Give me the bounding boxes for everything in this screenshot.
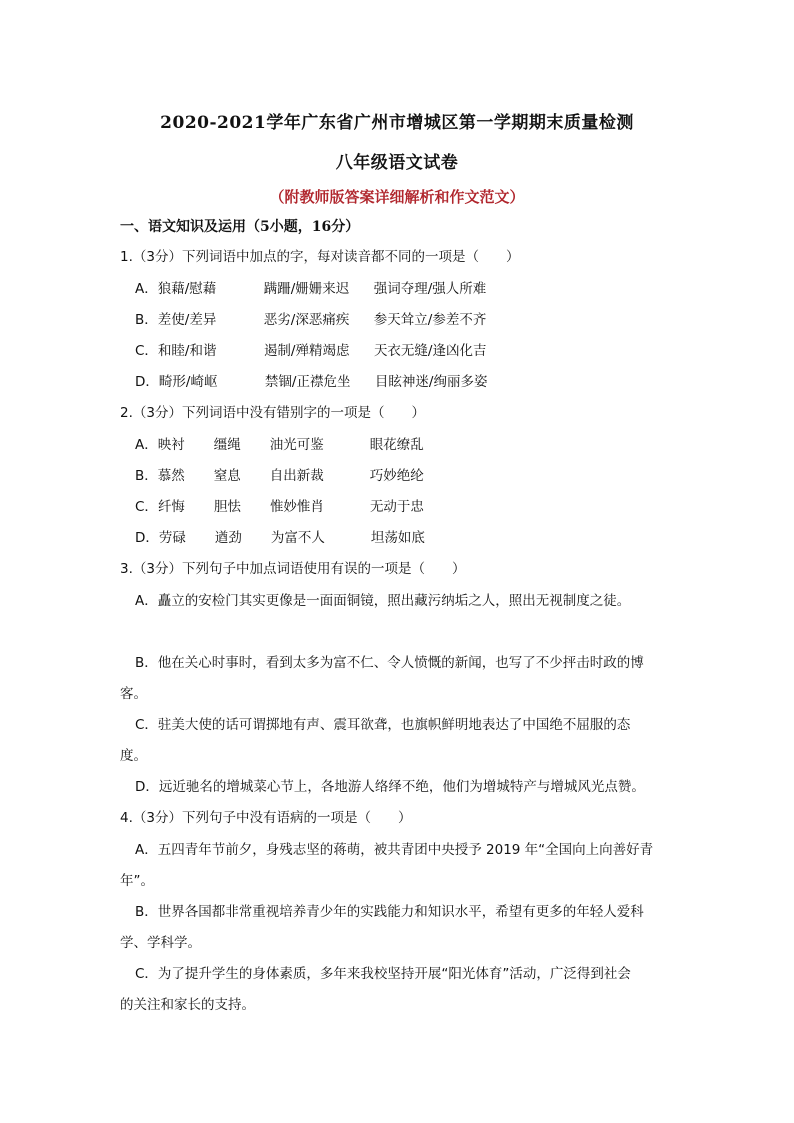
q3-option-c: C．驻美大使的话可谓掷地有声、震耳欲聋，也旗帜鲜明地表达了中国绝不屈服的态 — [135, 717, 631, 733]
q2-option-c — [135, 498, 424, 516]
q3-option-b-cont: 客。 — [120, 686, 147, 702]
option-word: 天衣无缝/逢凶化吉 — [373, 343, 487, 359]
option-word: 巧妙绝纶 — [369, 468, 424, 484]
option-word: 眼花缭乱 — [369, 437, 424, 453]
option-word: 畸形/崎岖 — [158, 374, 218, 390]
q4-option-a-cont: 年”。 — [120, 873, 154, 889]
option-word: 目眩神迷/绚丽多姿 — [374, 374, 488, 390]
option-word: 遒劲 — [214, 530, 242, 546]
q4-option-b-cont: 学、学科学。 — [120, 935, 201, 951]
q2-option-a — [135, 436, 424, 454]
option-word: 狼藉/慰藉 — [157, 281, 217, 297]
option-word: 无动于忠 — [369, 499, 424, 515]
q1-stem: 1.（3分）下列词语中加点的字，每对读音都不同的一项是（ ） — [120, 249, 520, 265]
q3-stem: 3.（3分）下列句子中加点词语使用有误的一项是（ ） — [120, 561, 466, 577]
q4-option-a: A．五四青年节前夕，身残志坚的蒋萌，被共青团中央授予 2019 年“全国向上向善好青 — [135, 842, 654, 858]
option-word: 自出新裁 — [269, 468, 324, 484]
option-label: B． — [135, 468, 158, 484]
option-label: D． — [135, 374, 159, 390]
option-word: 胆怯 — [213, 499, 241, 515]
q1-option-a — [135, 280, 486, 298]
q4-option-c-cont: 的关注和家长的支持。 — [120, 997, 255, 1013]
section-heading: 一、语文知识及运用（5小题，16分） — [120, 219, 360, 235]
option-label: B． — [135, 312, 158, 328]
q3-option-c-cont: 度。 — [120, 748, 147, 764]
q3-option-a: A．矗立的安检门其实更像是一面面铜镜，照出藏污纳垢之人，照出无视制度之徒。 — [135, 593, 631, 609]
q3-option-b: B．他在关心时事时，看到太多为富不仁、令人愤慨的新闻，也写了不少抨击时政的博 — [135, 655, 644, 671]
option-word: 和睦/和谐 — [157, 343, 217, 359]
option-word: 映衬 — [157, 437, 185, 453]
option-word: 惟妙惟肖 — [269, 499, 324, 515]
option-word: 慕然 — [157, 468, 185, 484]
option-word: 坦荡如底 — [370, 530, 425, 546]
option-word: 参天耸立/参差不齐 — [373, 312, 487, 328]
exam-subtitle: （附教师版答案详细解析和作文范文） — [269, 188, 525, 206]
option-word: 强词夺理/强人所难 — [373, 281, 487, 297]
option-label: A． — [135, 281, 158, 297]
q1-option-b — [135, 311, 486, 329]
q3-option-d: D．远近驰名的增城菜心节上，各地游人络绎不绝，他们为增城特产与增城风光点赞。 — [135, 779, 645, 795]
q4-stem: 4.（3分）下列句子中没有语病的一项是（ ） — [120, 810, 412, 826]
q2-option-d — [135, 529, 425, 547]
option-label: A． — [135, 437, 158, 453]
option-word: 蹒跚/姗姗来迟 — [263, 281, 350, 297]
option-word: 恶劣/深恶痛疾 — [263, 312, 350, 328]
exam-title-line2: 八年级语文试卷 — [335, 153, 459, 173]
option-word: 纤悔 — [157, 499, 185, 515]
option-word: 窒息 — [213, 468, 241, 484]
option-word: 缰绳 — [213, 437, 241, 453]
q2-stem: 2.（3分）下列词语中没有错别字的一项是（ ） — [120, 405, 425, 421]
option-word: 油光可鉴 — [269, 437, 324, 453]
option-label: C． — [135, 343, 158, 359]
q4-option-c: C．为了提升学生的身体素质，多年来我校坚持开展“阳光体育”活动，广泛得到社会 — [135, 966, 631, 982]
q1-option-d — [135, 373, 487, 391]
q2-option-b — [135, 467, 424, 485]
q1-option-c — [135, 342, 487, 360]
option-word: 差使/差异 — [157, 312, 217, 328]
option-word: 禁锢/正襟危坐 — [264, 374, 351, 390]
option-label: C． — [135, 499, 158, 515]
option-word: 劳碌 — [158, 530, 186, 546]
option-label: D． — [135, 530, 159, 546]
option-word: 为富不人 — [270, 530, 325, 546]
exam-title-line1: 2020-2021学年广东省广州市增城区第一学期期末质量检测 — [160, 113, 634, 133]
option-word: 遏制/殚精竭虑 — [263, 343, 350, 359]
q4-option-b: B．世界各国都非常重视培养青少年的实践能力和知识水平，希望有更多的年轻人爱科 — [135, 904, 644, 920]
